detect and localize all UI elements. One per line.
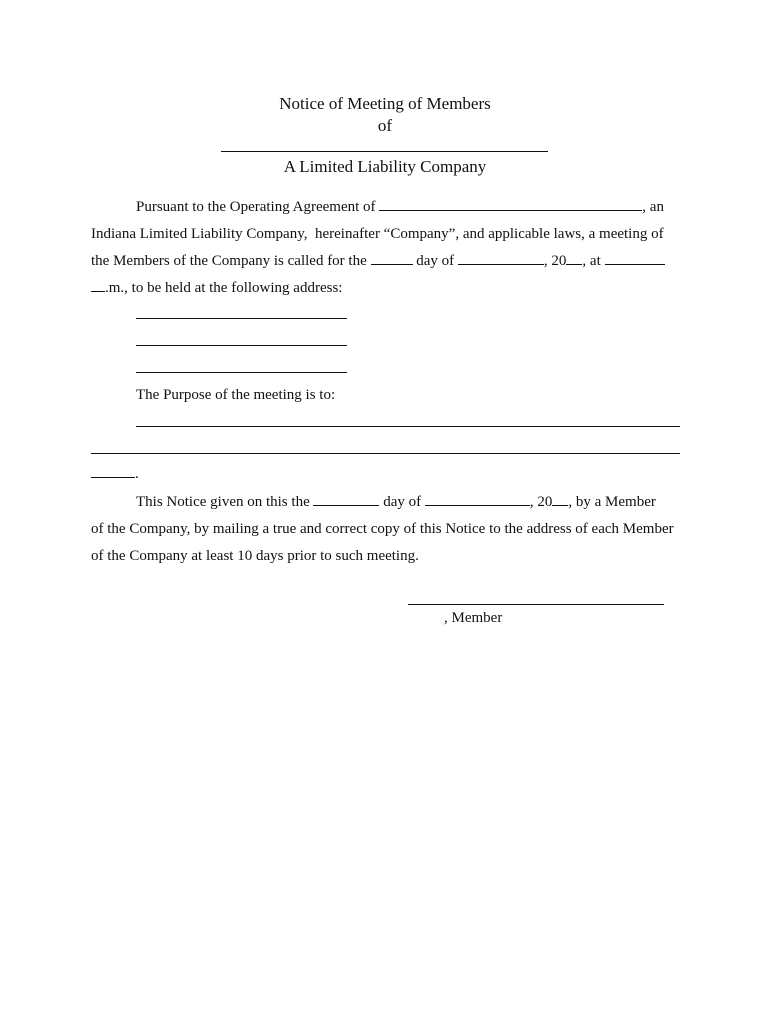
document-title: Notice of Meeting of Members: [279, 94, 491, 113]
purpose-line-2[interactable]: [91, 453, 680, 454]
paragraph2-line1-text: This Notice given on this the: [136, 494, 314, 510]
address-line-3[interactable]: [136, 372, 347, 373]
paragraph1-line1: [136, 198, 664, 216]
at-text: , at: [582, 253, 605, 269]
purpose-line-3-blank[interactable]: [91, 465, 135, 478]
paragraph1-line4-text: .m., to be held at the following address:: [105, 280, 343, 296]
notice-year-prefix-text: , 20: [529, 494, 553, 510]
paragraph1-line4: [91, 279, 342, 297]
meeting-year-blank[interactable]: [566, 252, 582, 265]
paragraph2-line3: of the Company at least 10 days prior to such meeting.: [91, 548, 419, 564]
am-pm-blank[interactable]: [91, 279, 105, 292]
notice-month-blank[interactable]: [425, 493, 530, 506]
address-line-1[interactable]: [136, 318, 347, 319]
meeting-time-blank[interactable]: [605, 252, 665, 265]
operating-agreement-company-blank[interactable]: [379, 198, 642, 211]
paragraph1-line1-text: Pursuant to the Operating Agreement of: [136, 199, 380, 215]
signature-line[interactable]: [408, 604, 664, 605]
document-subtitle: A Limited Liability Company: [283, 157, 487, 176]
document-title-of: of: [377, 116, 393, 135]
signature-member-label: , Member: [444, 610, 503, 626]
purpose-line-3: [91, 465, 139, 483]
paragraph1-line2: Indiana Limited Liability Company, hereinafter “Company”, and applicable laws, a meeting of: [91, 226, 664, 242]
purpose-end-mark: .: [135, 466, 139, 482]
notice-year-blank[interactable]: [552, 493, 568, 506]
notice-day-of-text: day of: [379, 494, 425, 510]
paragraph1-line3: [91, 252, 665, 270]
meeting-month-blank[interactable]: [458, 252, 544, 265]
company-name-blank[interactable]: [221, 151, 548, 152]
by-member-text: , by a Member: [568, 494, 656, 510]
purpose-label: The Purpose of the meeting is to:: [136, 387, 336, 403]
day-of-text: day of: [412, 253, 458, 269]
purpose-line-1[interactable]: [136, 426, 680, 427]
paragraph2-line2: of the Company, by mailing a true and correct copy of this Notice to the address of each Member: [91, 521, 674, 537]
paragraph2-line1: [136, 493, 656, 511]
meeting-day-blank[interactable]: [371, 252, 413, 265]
year-prefix-text: , 20: [543, 253, 567, 269]
notice-day-blank[interactable]: [313, 493, 379, 506]
paragraph1-line3-text: the Members of the Company is called for the: [91, 253, 371, 269]
paragraph1-line1-end: , an: [642, 199, 664, 215]
address-line-2[interactable]: [136, 345, 347, 346]
